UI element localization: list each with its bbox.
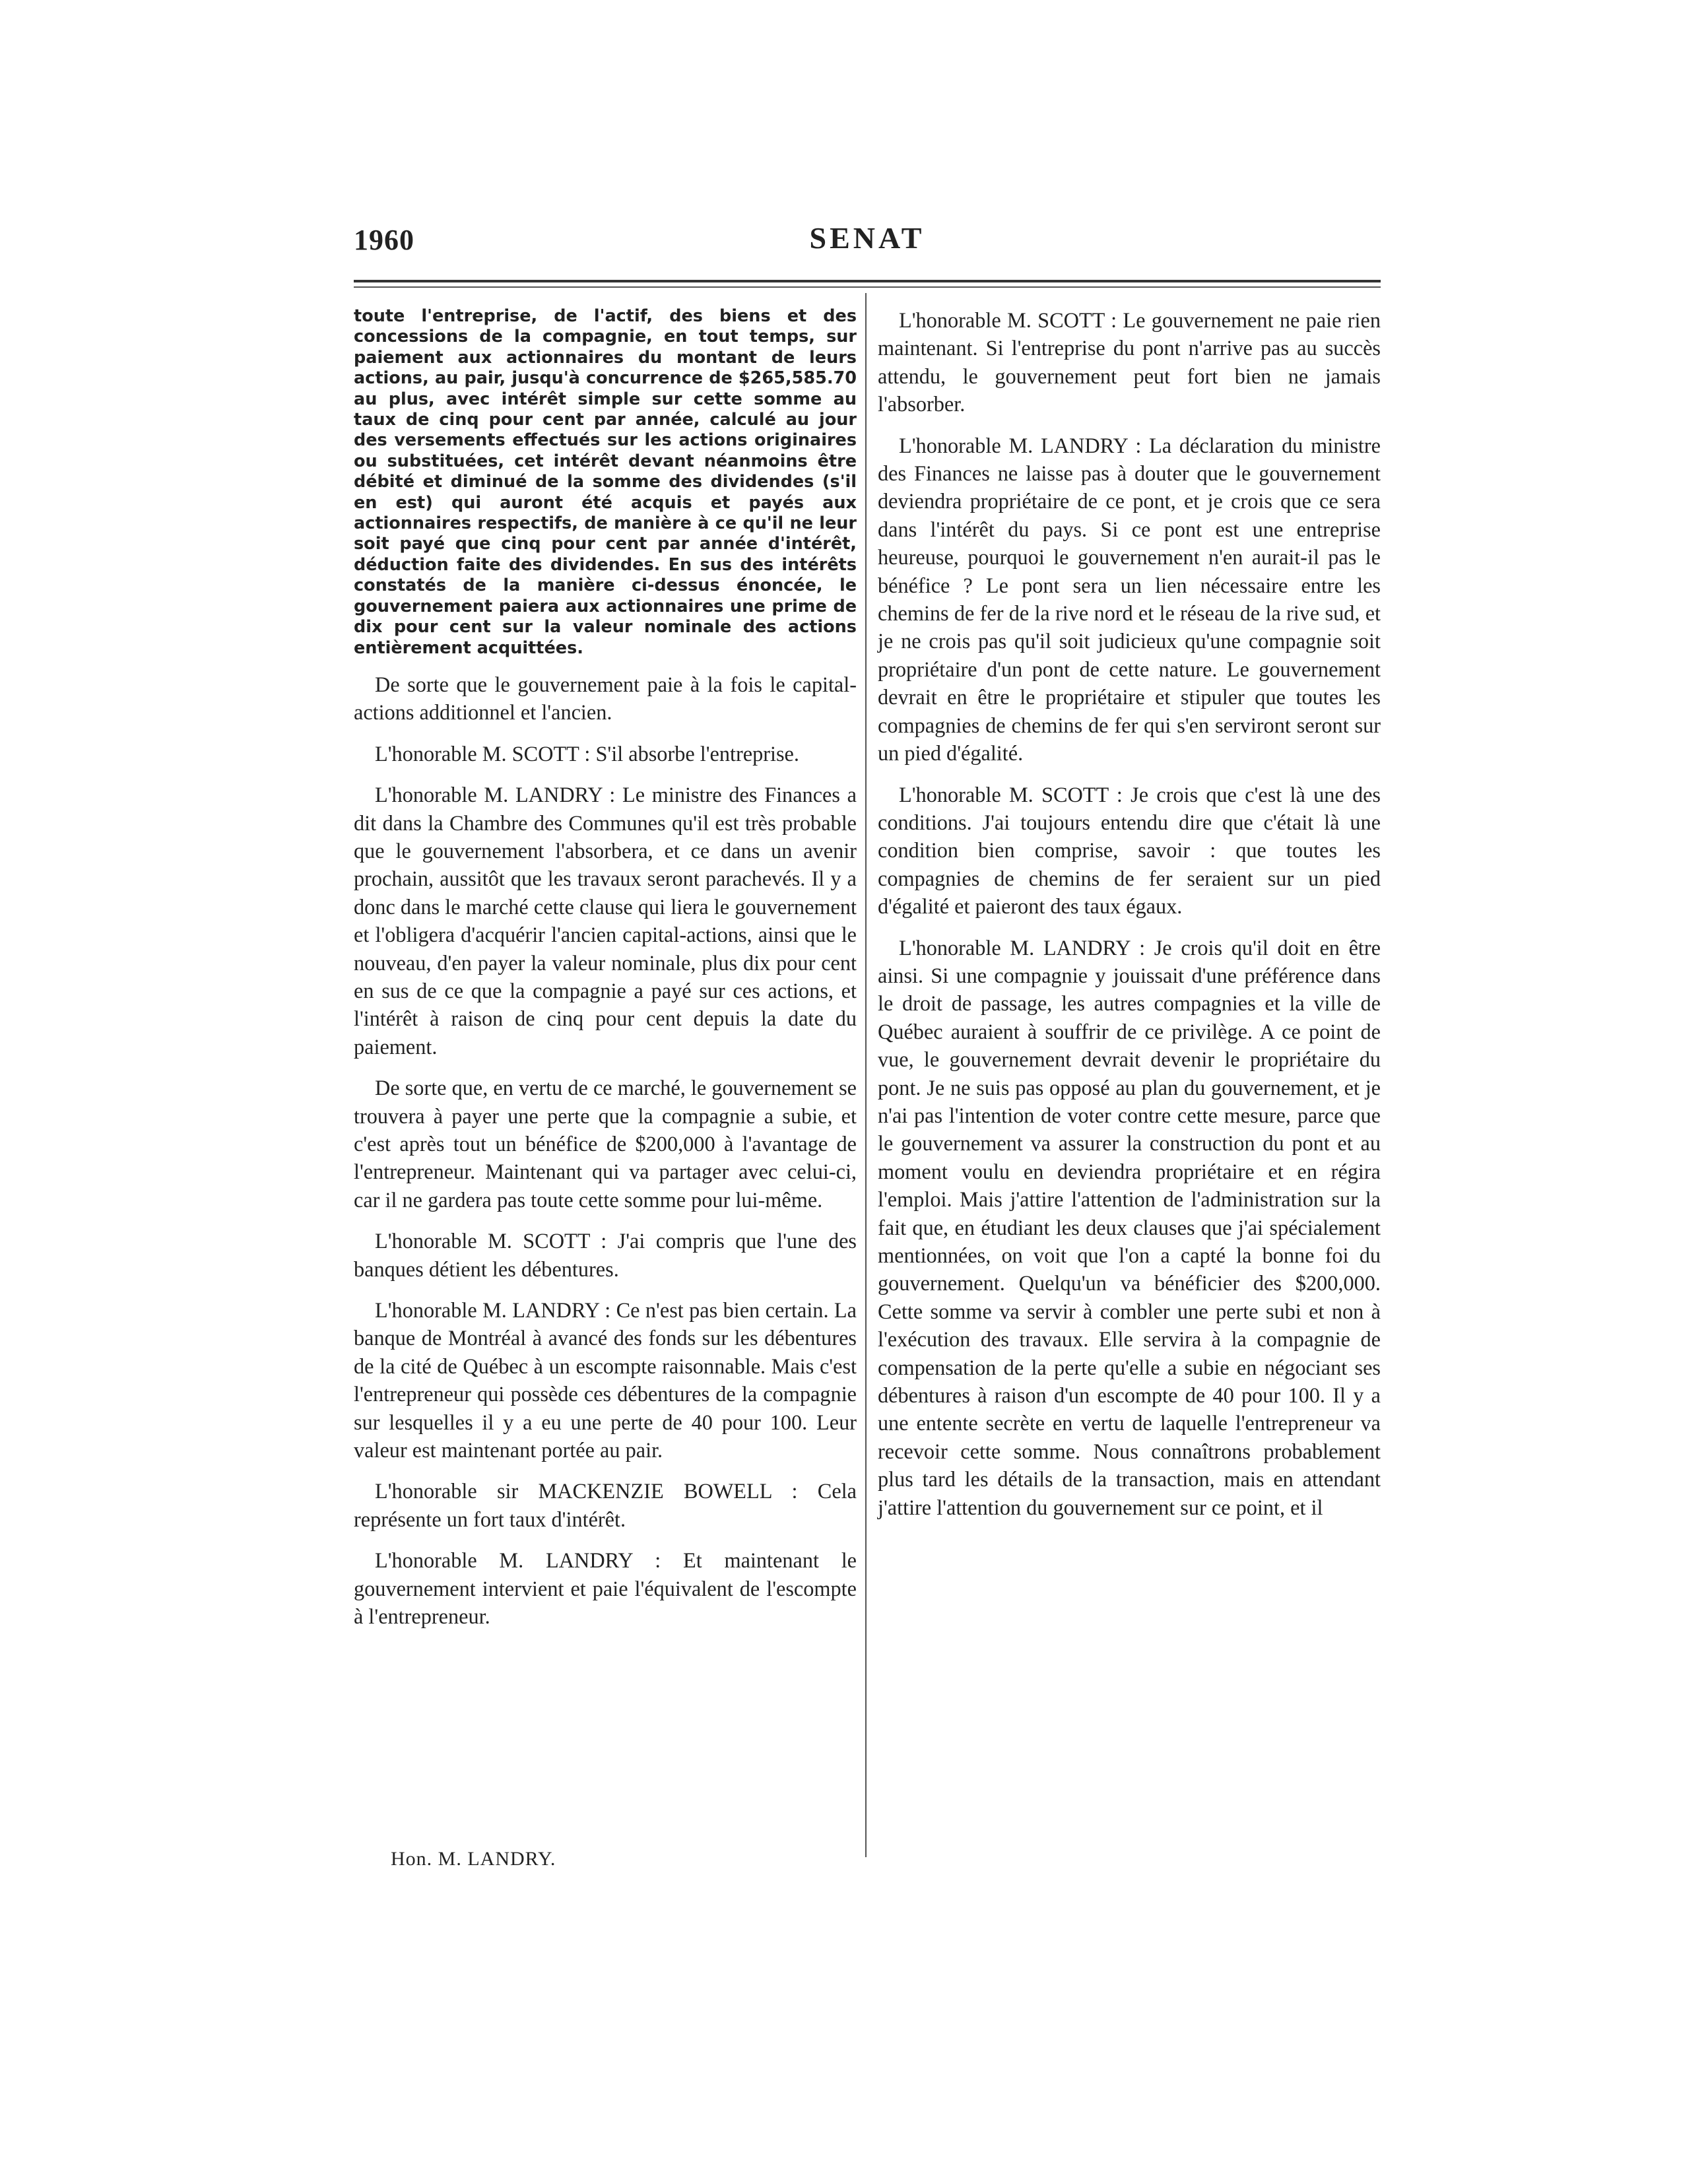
paragraph: L'honorable M. LANDRY : Et maintenant le gouvernement intervient et paie l'équivalent de l'escompte à l'entrepreneur.: [354, 1548, 857, 1629]
header-rule-thick: [354, 280, 1381, 282]
paragraph: L'honorable M. LANDRY : Le ministre des Finances a dit dans la Chambre des Communes qu'il est très probable que le gouvernement l'absorbera, et ce dans un avenir prochain, aussitôt que les travaux seront parachevés. Il y a donc dans le marché cette clause qui liera le gouvernement et l'obligera d'acquérir l'ancien capital-actions, ainsi que le nouveau, d'en payer la valeur nominale, plus dix pour cent en sus de ce que la compagnie a payé sur ces actions, et l'intérêt à raison de cinq pour cent depuis la date du paiement.: [354, 783, 857, 1059]
left-column: [354, 306, 857, 1644]
paragraph: L'honorable M. SCOTT : J'ai compris que l'une des banques détient les débentures.: [354, 1229, 857, 1281]
page-header: [354, 223, 1381, 269]
paragraph: L'honorable M. LANDRY : Ce n'est pas bien certain. La banque de Montréal à avancé des fonds sur les débentures de la cité de Québec à un escompte raisonnable. Mais c'est l'entrepreneur qui possède ces débentures de la compagnie sur lesquelles il y a eu une perte de 40 pour 100. Leur valeur est maintenant portée au pair.: [354, 1298, 857, 1463]
right-column: [878, 306, 1381, 1534]
header-rule-thin: [354, 286, 1381, 288]
paragraph: L'honorable M. LANDRY : La déclaration du ministre des Finances ne laisse pas à douter que le gouvernement deviendra propriétaire de ce pont, et je crois que ce sera dans l'intérêt du pays. Si ce pont est une entreprise heureuse, pourquoi le gouvernement n'en aurait-il pas le bénéfice ? Le pont sera un lien nécessaire entre les chemins de fer de la rive nord et le réseau de la rive sud, et je ne crois pas qu'il soit judicieux qu'une compagnie soit propriétaire d'un pont de cette nature. Le gouvernement devrait en être le propriétaire et stipuler que toutes les compagnies de chemins de fer qui s'en serviront seront sur un pied d'égalité.: [878, 433, 1381, 766]
paragraph: L'honorable M. SCOTT : Le gouvernement ne paie rien maintenant. Si l'entreprise du pont n'arrive pas au succès attendu, le gouvernement peut fort bien ne jamais l'absorber.: [878, 308, 1381, 416]
paragraph: L'honorable sir MACKENZIE BOWELL : Cela représente un fort taux d'intérêt.: [354, 1479, 857, 1531]
paragraph: De sorte que le gouvernement paie à la fois le capital-actions additionnel et l'ancien.: [354, 672, 857, 725]
column-divider: [865, 293, 867, 1857]
paragraph: L'honorable M. LANDRY : Je crois qu'il doit en être ainsi. Si une compagnie y jouissait d'une préférence dans le droit de passage, les autres compagnies et la ville de Québec auraient à souffrir de ce privilège. A ce point de vue, le gouvernement devrait devenir le propriétaire du pont. Je ne suis pas opposé au plan du gouvernement, et je n'ai pas l'intention de voter contre cette mesure, parce que le gouvernement va assurer la construction du pont et au moment voulu en deviendra propriétaire et en régira l'emploi. Mais j'attire l'attention de l'administration sur la fait que, en étudiant les deux clauses que j'ai spécialement mentionnées, on voit que l'on a capté la bonne foi du gouvernement. Quelqu'un va bénéficier des $200,000. Cette somme va servir à combler une perte subi et non à l'exécution des travaux. Elle servira à la compagnie de compensation de la perte qu'elle a subie en négociant ses débentures à raison d'un escompte de 40 pour 100. Il y a une entente secrète en vertu de laquelle l'entrepreneur va recevoir cette somme. Nous connaîtrons probablement plus tard les détails de la transaction, mais en attendant j'attire l'attention du gouvernement sur ce point, et il: [878, 935, 1381, 1519]
page-number: 1960: [354, 224, 414, 256]
paragraph: L'honorable M. SCOTT : S'il absorbe l'entreprise.: [375, 741, 799, 766]
quoted-clause: toute l'entreprise, de l'actif, des biens et des concessions de la compagnie, en tout temps, sur paiement aux actionnaires du montant de leurs actions, au pair, jusqu'à concurrence de $265,585.70 au plus, avec intérêt simple sur cette somme au taux de cinq pour cent par année, calculé au jour des versements effectués sur les actions originaires ou substituées, cet intérêt devant néanmoins être débité et diminué de la somme des dividendes (s'il en est) qui auront été acquis et payés aux actionnaires respectifs, de manière à ce qu'il ne leur soit payé que cinq pour cent par année d'intérêt, déduction faite des dividendes. En sus des intérêts constatés de la manière ci-dessus énoncée, le gouvernement paiera aux actionnaires une prime de dix pour cent sur la valeur nominale des actions entièrement acquittées.: [354, 306, 857, 658]
footer-speaker-name: Hon. M. LANDRY.: [391, 1848, 556, 1870]
paragraph: De sorte que, en vertu de ce marché, le gouvernement se trouvera à payer une perte que la compagnie a subie, et c'est après tout un bénéfice de $200,000 à l'avantage de l'entrepreneur. Maintenant qui va partager avec celui-ci, car il ne gardera pas toute cette somme pour lui-même.: [354, 1076, 857, 1212]
paragraph: L'honorable M. SCOTT : Je crois que c'est là une des conditions. J'ai toujours entendu dire que c'était là une condition bien comprise, savoir : que toutes les compagnies de chemins de fer seraient sur un pied d'égalité et paieront des taux égaux.: [878, 782, 1381, 919]
running-title: SENAT: [809, 221, 925, 255]
